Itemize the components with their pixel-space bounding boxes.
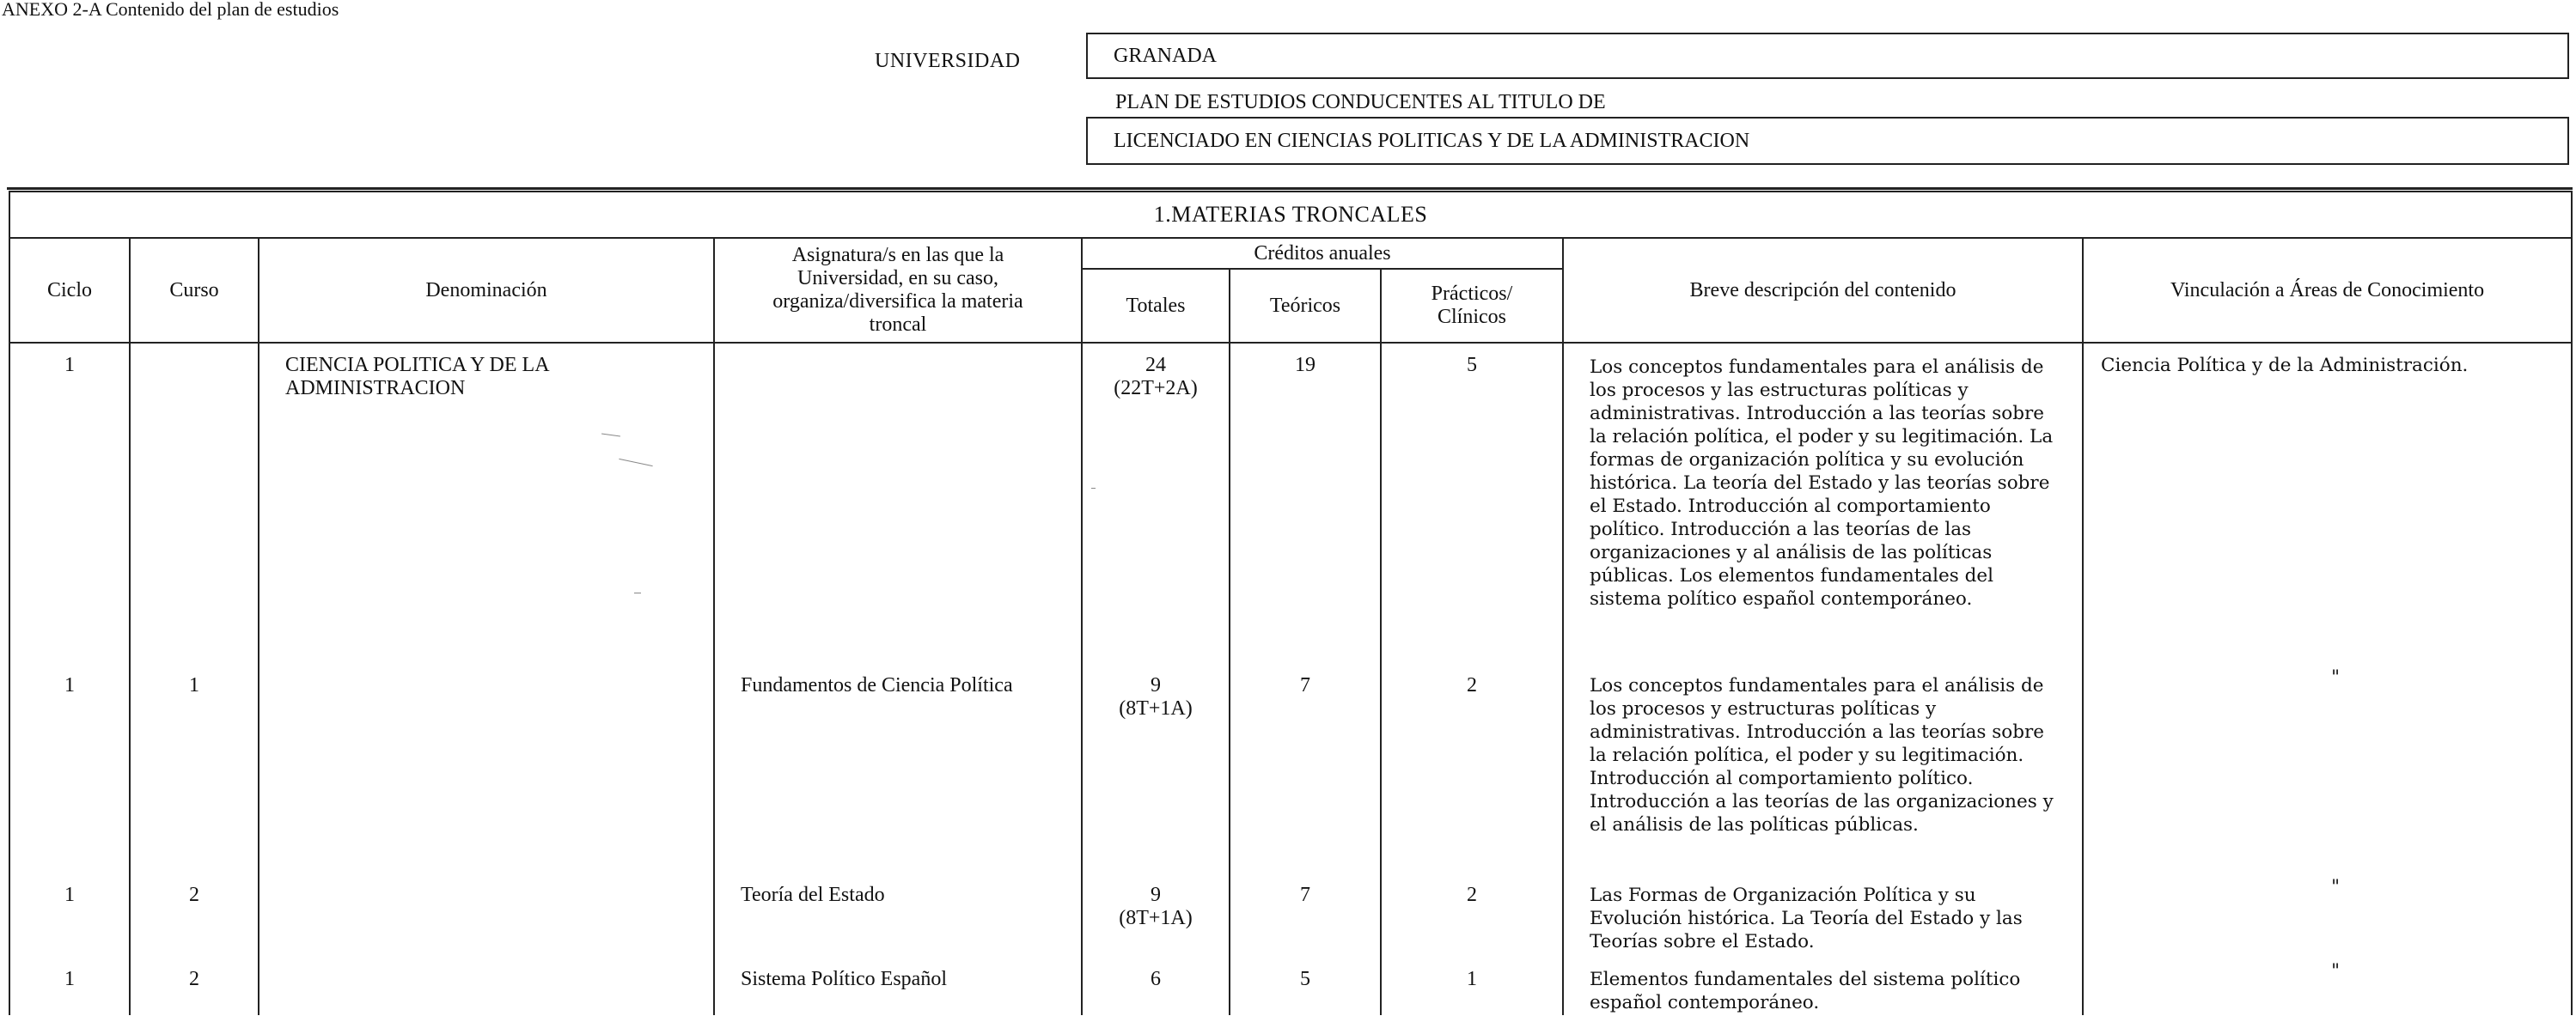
row-totales-detail: (8T+1A)	[1119, 697, 1193, 720]
row-practicos: 2	[1381, 662, 1563, 872]
col-asignatura: Asignatura/s en las que la Universidad, en su caso, organiza/diversifica la materia troncal	[714, 238, 1082, 343]
row-asignatura: Fundamentos de Ciencia Política	[714, 662, 1082, 872]
row-totales	[1082, 662, 1230, 872]
row-descripcion: Los conceptos fundamentales para el análisis de los procesos y las estructuras políticas y administrativas. Introducción a las teorías sobre la relación política, el poder y su legitimación. La formas de organización política y su evolución histórica. La teoría del Estado y las teorías sobre el Estado. Introducción al comportamiento político. Introducción a las teorías de las organizaciones y al análisis de las políticas públicas. Los elementos fundamentales del sistema político español contemporáneo.	[1563, 343, 2083, 662]
section-title: 1.MATERIAS TRONCALES	[9, 192, 2572, 238]
col-descripcion: Breve descripción del contenido	[1563, 238, 2083, 343]
row-asignatura: Teoría del Estado	[714, 872, 1082, 956]
col-practicos: Prácticos/ Clínicos	[1381, 269, 1563, 343]
row-vinculacion: Ciencia Política y de la Administración.	[2083, 343, 2572, 662]
scan-speck	[1091, 488, 1096, 489]
row-totales-detail: (22T+2A)	[1114, 377, 1198, 399]
col-ciclo: Ciclo	[9, 238, 130, 343]
row-denominacion	[259, 662, 714, 872]
row-curso: 2	[130, 872, 259, 956]
plan-label: PLAN DE ESTUDIOS CONDUCENTES AL TITULO DE	[1115, 91, 1606, 113]
table-row	[9, 872, 2572, 956]
row-totales	[1082, 872, 1230, 956]
col-creditos: Créditos anuales	[1082, 238, 1563, 269]
row-practicos: 1	[1381, 956, 1563, 1015]
row-teoricos: 7	[1230, 662, 1381, 872]
degree-value: LICENCIADO EN CIENCIAS POLITICAS Y DE LA ADMINISTRACION	[1114, 129, 1750, 152]
row-denominacion: CIENCIA POLITICA Y DE LA ADMINISTRACION	[259, 343, 714, 662]
row-ciclo: 1	[9, 662, 130, 872]
col-totales: Totales	[1082, 269, 1230, 343]
row-practicos: 5	[1381, 343, 1563, 662]
row-descripcion: Las Formas de Organización Política y su Evolución histórica. La Teoría del Estado y las Teorías sobre el Estado.	[1563, 872, 2083, 956]
materias-troncales-table	[9, 191, 2573, 1015]
row-vinculacion: "	[2083, 956, 2572, 1015]
row-curso: 1	[130, 662, 259, 872]
row-denominacion	[259, 872, 714, 956]
university-label: UNIVERSIDAD	[875, 50, 1021, 72]
university-value: GRANADA	[1114, 44, 1217, 67]
row-ciclo: 1	[9, 872, 130, 956]
row-asignatura	[714, 343, 1082, 662]
university-field	[1086, 33, 2569, 79]
col-denominacion: Denominación	[259, 238, 714, 343]
row-teoricos: 7	[1230, 872, 1381, 956]
col-curso: Curso	[130, 238, 259, 343]
row-curso	[130, 343, 259, 662]
row-totales-detail: (8T+1A)	[1119, 907, 1193, 929]
row-ciclo: 1	[9, 343, 130, 662]
row-totales-value: 24	[1145, 354, 1166, 376]
table-row	[9, 662, 2572, 872]
row-curso: 2	[130, 956, 259, 1015]
row-vinculacion: "	[2083, 872, 2572, 956]
row-asignatura: Sistema Político Español	[714, 956, 1082, 1015]
table-top-border	[7, 187, 2573, 190]
row-totales-value: 9	[1151, 884, 1161, 906]
degree-field	[1086, 117, 2569, 165]
row-teoricos: 19	[1230, 343, 1381, 662]
table-row	[9, 956, 2572, 1015]
row-totales-value: 6	[1151, 968, 1161, 990]
row-practicos: 2	[1381, 872, 1563, 956]
row-ciclo: 1	[9, 956, 130, 1015]
row-totales-value: 9	[1151, 674, 1161, 697]
col-teoricos: Teóricos	[1230, 269, 1381, 343]
col-vinculacion: Vinculación a Áreas de Conocimiento	[2083, 238, 2572, 343]
table-row	[9, 343, 2572, 662]
row-descripcion: Los conceptos fundamentales para el análisis de los procesos y estructuras políticas y administrativas. Introducción a las teorías sobre la relación política, el poder y su legitimación. Introducción al comportamiento político. Introducción a las teorías de las organizaciones y el análisis de las políticas públicas.	[1563, 662, 2083, 872]
annex-title: ANEXO 2-A Contenido del plan de estudios	[2, 0, 339, 20]
row-teoricos: 5	[1230, 956, 1381, 1015]
row-totales	[1082, 343, 1230, 662]
row-totales	[1082, 956, 1230, 1015]
row-denominacion	[259, 956, 714, 1015]
row-descripcion: Elementos fundamentales del sistema político español contemporáneo.	[1563, 956, 2083, 1015]
row-vinculacion: "	[2083, 662, 2572, 872]
